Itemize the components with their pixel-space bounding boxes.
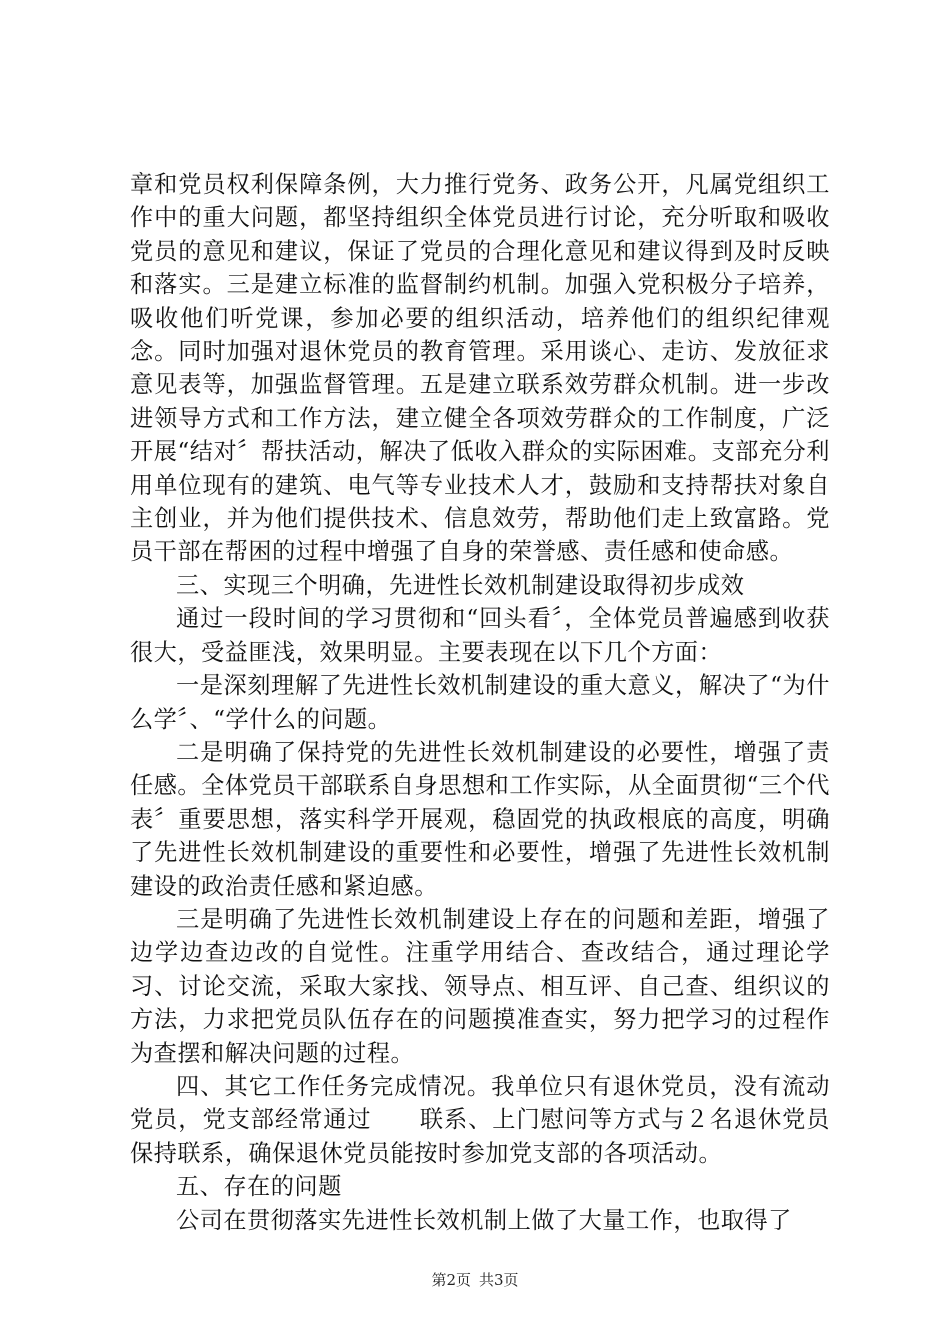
section-heading-five: 五、存在的问题 xyxy=(176,1173,342,1201)
page-footer xyxy=(0,1270,950,1290)
page-number: 第2页 xyxy=(431,1271,471,1289)
paragraph-section-five: 公司在贯彻落实先进性长效机制上做了大量工作，也取得了 xyxy=(176,1206,792,1234)
paragraph-point-three: 三是明确了先进性长效机制建设上存在的问题和差距，增强了边学边查边改的自觉性。注重学用结合、查改结合，通过理论学习、讨论交流，采取大家找、领导点、相互评、自己查、组织议的方法，力求把党员队伍存在的问题摸准查实，努力把学习的过程作为查摆和解决问题的过程。 xyxy=(130,905,830,1067)
paragraph-continued: 章和党员权利保障条例，大力推行党务、政务公开，凡属党组织工作中的重大问题，都坚持组织全体党员进行讨论，充分听取和吸收党员的意见和建议，保证了党员的合理化意见和建议得到及时反映和落实。三是建立标准的监督制约机制。加强入党积极分子培养，吸收他们听党课，参加必要的组织活动，培养他们的组织纪律观念。同时加强对退休党员的教育管理。采用谈心、走访、发放征求意见表等，加强监督管理。五是建立联系效劳群众机制。进一步改进领导方式和工作方法，建立健全各项效劳群众的工作制度，广泛开展“结对〞帮扶活动，解决了低收入群众的实际困难。支部充分利用单位现有的建筑、电气等专业技术人才，鼓励和支持帮扶对象自主创业，并为他们提供技术、信息效劳，帮助他们走上致富路。党员干部在帮困的过程中增强了自身的荣誉感、责任感和使命感。 xyxy=(130,171,830,566)
paragraph-point-two: 二是明确了保持党的先进性长效机制建设的必要性，增强了责任感。全体党员干部联系自身思想和工作实际，从全面贯彻“三个代表〞重要思想，落实科学开展观，稳固党的执政根底的高度，明确了先进性长效机制建设的重要性和必要性，增强了先进性长效机制建设的政治责任感和紧迫感。 xyxy=(130,738,830,900)
section-heading-three: 三、实现三个明确，先进性长效机制建设取得初步成效 xyxy=(176,571,745,599)
page-total: 共3页 xyxy=(479,1271,519,1289)
section-four-paragraph: 四、其它工作任务完成情况。我单位只有退休党员，没有流动党员，党支部经常通过 联系、上门慰问等方式与２名退休党员保持联系，确保退休党员能按时参加党支部的各项活动。 xyxy=(130,1072,830,1167)
document-body xyxy=(130,168,830,1237)
paragraph-point-one: 一是深刻理解了先进性长效机制建设的重大意义，解决了“为什么学〞、“学什么的问题。 xyxy=(130,672,830,733)
paragraph-intro: 通过一段时间的学习贯彻和“回头看〞，全体党员普遍感到收获很大，受益匪浅，效果明显。主要表现在以下几个方面： xyxy=(130,605,830,666)
